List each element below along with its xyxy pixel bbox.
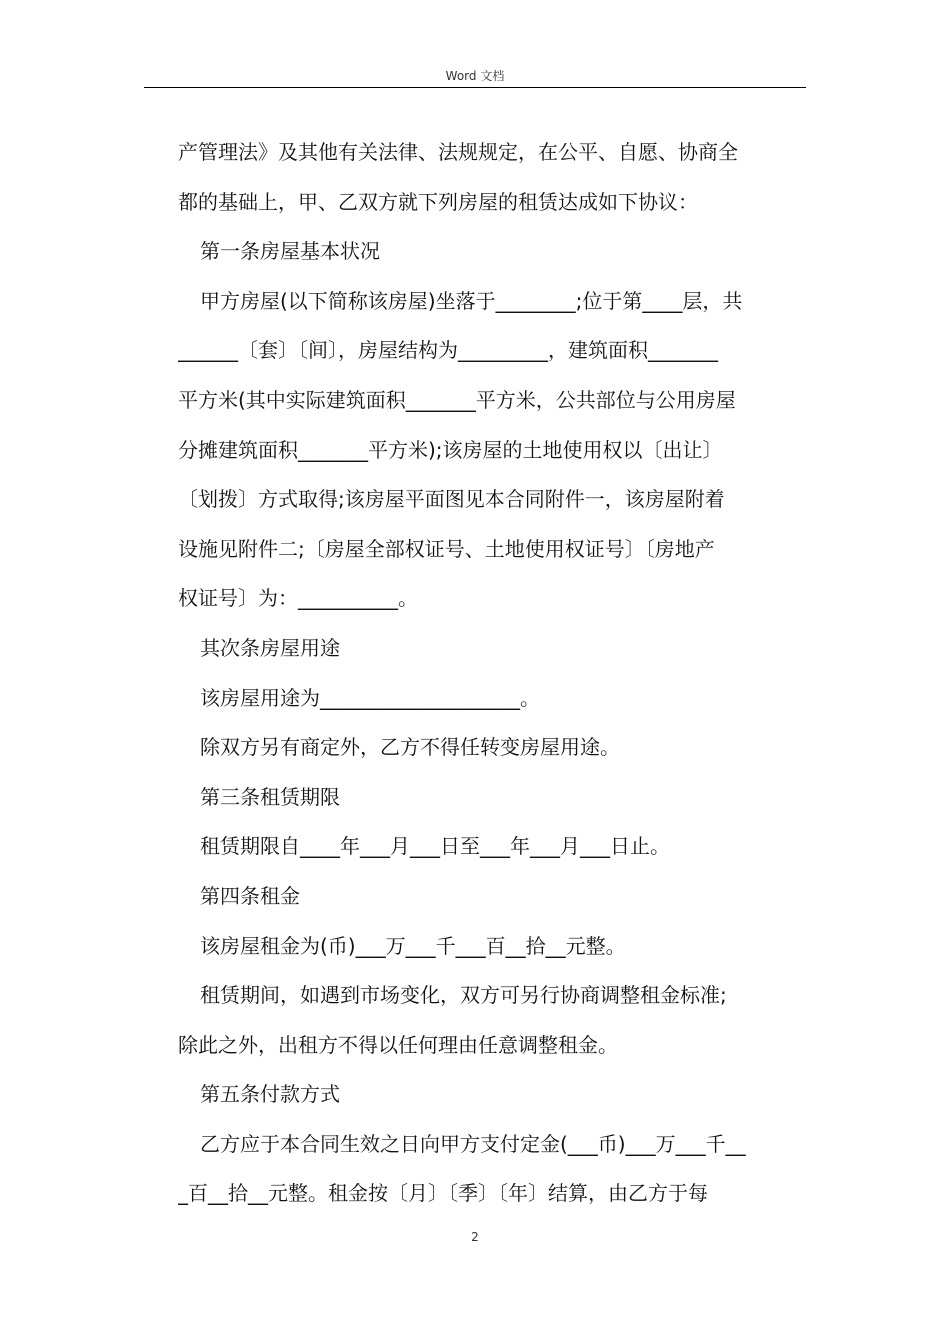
text-line: 分摊建筑面积_______平方米);该房屋的土地使用权以〔出让〕 bbox=[178, 437, 723, 462]
page-header: Word 文档 bbox=[445, 69, 505, 83]
header-divider bbox=[144, 87, 806, 88]
text-line: 该房屋租金为(币)___万___千___百__拾__元整。 bbox=[200, 933, 626, 958]
text-line: 除此之外，出租方不得以任何理由任意调整租金。 bbox=[178, 1032, 618, 1057]
text-line: 权证号〕为：__________。 bbox=[178, 586, 418, 611]
text-line: 该房屋用途为____________________。 bbox=[200, 685, 540, 710]
text-line: 第一条房屋基本状况 bbox=[200, 239, 380, 264]
text-line: 乙方应于本合同生效之日向甲方支付定金(___币)___万___千__ bbox=[200, 1131, 746, 1156]
text-line: 第五条付款方式 bbox=[200, 1082, 340, 1107]
text-line: 都的基础上，甲、乙双方就下列房屋的租赁达成如下协议： bbox=[178, 189, 698, 214]
text-line: ______〔套〕〔间〕，房屋结构为_________，建筑面积_______ bbox=[178, 338, 718, 363]
text-line: 设施见附件二;〔房屋全部权证号、土地使用权证号〕〔房地产 bbox=[178, 536, 715, 561]
text-line: 平方米(其中实际建筑面积_______平方米，公共部位与公用房屋 bbox=[178, 387, 736, 412]
text-line: 除双方另有商定外，乙方不得任转变房屋用途。 bbox=[200, 735, 620, 760]
page-number: 2 bbox=[471, 1230, 479, 1244]
text-line: 甲方房屋(以下简称该房屋)坐落于________;位于第____层，共 bbox=[200, 288, 743, 313]
document-body bbox=[178, 128, 804, 1219]
text-line: 租赁期间，如遇到市场变化，双方可另行协商调整租金标准; bbox=[200, 983, 727, 1008]
text-line: 产管理法》及其他有关法律、法规规定，在公平、自愿、协商全 bbox=[178, 140, 738, 164]
text-line: 〔划拨〕方式取得;该房屋平面图见本合同附件一，该房屋附着 bbox=[178, 487, 725, 512]
text-line: _百__拾__元整。租金按〔月〕〔季〕〔年〕结算，由乙方于每 bbox=[178, 1181, 708, 1206]
text-line: 第三条租赁期限 bbox=[200, 784, 340, 809]
text-line: 其次条房屋用途 bbox=[200, 635, 340, 660]
text-line: 第四条租金 bbox=[200, 883, 300, 908]
text-line: 租赁期限自____年___月___日至___年___月___日止。 bbox=[200, 834, 670, 859]
